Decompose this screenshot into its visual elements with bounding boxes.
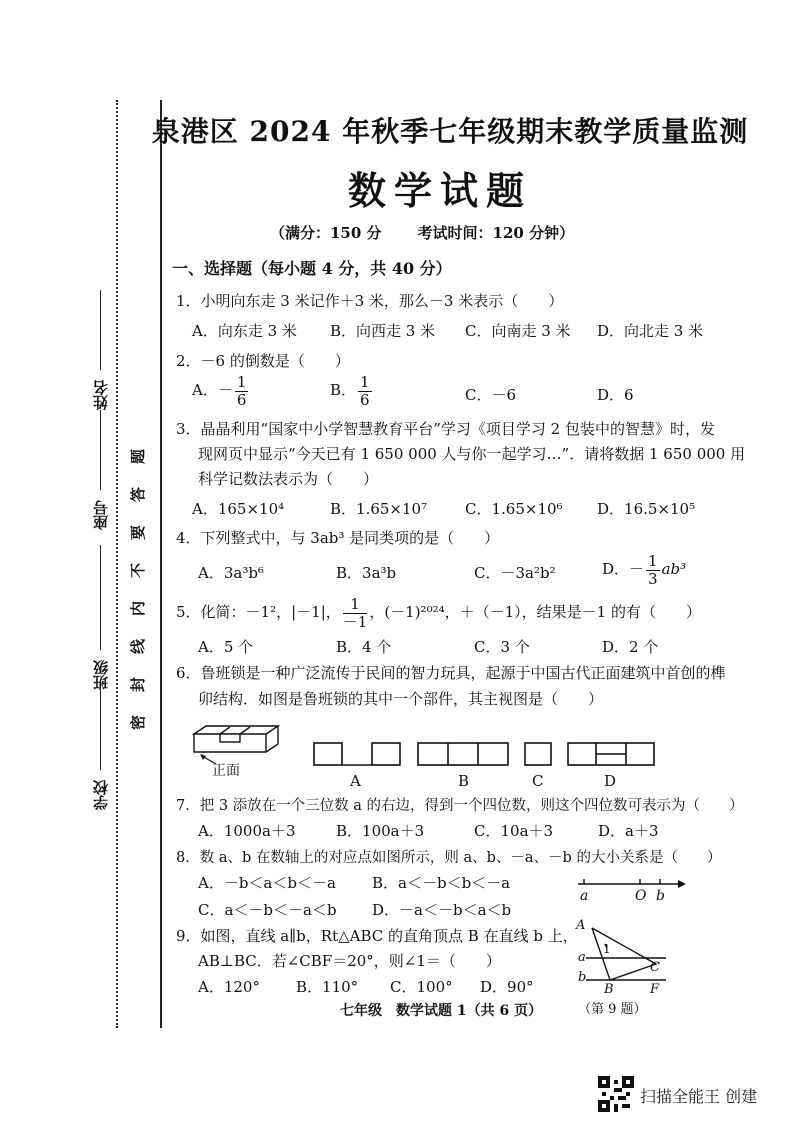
- q9-line1: 9．如图，直线 a∥b，Rt△ABC 的直角顶点 B 在直线 b 上，: [176, 927, 578, 945]
- q9-line2: AB⊥BC．若∠CBF＝20°，则∠1＝（ ）: [198, 952, 501, 970]
- q9-option-b: B．110°: [296, 978, 359, 996]
- q6-option-a: A: [350, 772, 361, 790]
- q2-stem: 2．－6 的倒数是（ ）: [176, 352, 350, 370]
- fraction: $\frac{1}{6}$: [360, 373, 370, 409]
- q8-option-a: A．－b＜a＜b＜－a: [198, 874, 336, 892]
- q1-option-d: D．向北走 3 米: [597, 322, 704, 340]
- section-heading: 一、选择题（每小题 4 分，共 40 分）: [172, 259, 452, 278]
- scanner-brand-text: 扫描全能王 创建: [640, 1087, 758, 1106]
- seal-char: 密: [129, 714, 148, 731]
- q5-option-b: B．4 个: [336, 638, 392, 656]
- q2-option-c: C．－6: [465, 386, 517, 404]
- q4-option-c: C．－3a²b²: [474, 564, 556, 582]
- axis-label-origin: O: [635, 888, 647, 904]
- q8-option-c: C．a＜－b＜－a＜b: [198, 901, 337, 919]
- fold-line-dotted: [116, 100, 118, 1028]
- q6-option-c-view: [525, 743, 551, 765]
- q7-option-d: D．a＋3: [598, 822, 659, 840]
- q8-option-d: D．－a＜－b＜a＜b: [372, 901, 512, 919]
- q3-option-a: A．165×10⁴: [192, 500, 285, 518]
- q9-option-c: C．100°: [390, 978, 453, 996]
- q9-option-d: D．90°: [480, 978, 534, 996]
- fig-label-angle-1: 1: [603, 942, 611, 956]
- seal-char: 答: [129, 486, 148, 503]
- seal-char: 不: [129, 562, 148, 579]
- seal-char: 内: [129, 600, 148, 617]
- front-label: 正面: [212, 763, 240, 779]
- seat-blank: [100, 410, 101, 490]
- q6-option-a-view: [314, 743, 342, 765]
- subject-title: 数学试题: [347, 168, 532, 213]
- name-blank: [100, 290, 101, 370]
- fraction: $\frac{1}{6}$: [236, 373, 247, 409]
- q3-line3: 科学记数法表示为（ ）: [198, 470, 379, 488]
- q3-line2: 现网页中显示“今天已有 1 650 000 人与你一起学习…”．请将数据 1 650 000 用: [198, 445, 746, 463]
- qr-code-icon: [598, 1076, 634, 1112]
- q3-option-d: D．16.5×10⁵: [597, 500, 696, 518]
- seal-line: [160, 100, 162, 1028]
- q6-option-b-view: [418, 743, 508, 765]
- fig-label-b-vertex: B: [604, 982, 614, 997]
- q1-option-b: B．向西走 3 米: [330, 322, 436, 340]
- q7-option-a: A．1000a＋3: [198, 822, 296, 840]
- q7-option-c: C．10a＋3: [474, 822, 554, 840]
- q1-option-c: C．向南走 3 米: [465, 322, 571, 340]
- q6-option-b: B: [458, 772, 470, 790]
- q5-option-c: C．3 个: [474, 638, 530, 656]
- q8-option-b: B．a＜－b＜b＜－a: [372, 874, 511, 892]
- school-label: 学校: [92, 780, 110, 810]
- q8-stem: 8．数 a、b 在数轴上的对应点如图所示，则 a、b、－a、－b 的大小关系是（ ）: [176, 850, 722, 866]
- number-line-figure: [574, 874, 690, 908]
- class-blank: [100, 545, 101, 650]
- q1-option-a: A．向东走 3 米: [192, 322, 297, 340]
- q9-figure-caption: （第 9 题）: [578, 1002, 647, 1017]
- seal-char: 线: [129, 638, 148, 655]
- exam-title: 泉港区 2024 年秋季七年级期末教学质量监测: [151, 115, 749, 148]
- fig-label-line-a: a: [578, 950, 586, 965]
- q4-option-d: D．－ $\frac{1}{3}$ ab³: [602, 552, 687, 588]
- seal-char: 封: [129, 676, 148, 693]
- axis-label-a: a: [580, 888, 589, 904]
- q3-option-b: B．1.65×10⁷: [330, 500, 428, 518]
- seal-char: 要: [129, 524, 148, 541]
- q5-stem: 5．化简：－1²，|－1|， $\frac{1}{-1}$ ，(－1)²⁰²⁴，＋（－1），结果是－1 的有（ ）: [176, 595, 701, 631]
- fig-label-f: F: [650, 982, 660, 997]
- q6-line2: 卯结构．如图是鲁班锁的其中一个部件，其主视图是（ ）: [198, 690, 604, 708]
- fraction: $\frac{1}{3}$: [648, 552, 658, 588]
- q4-stem: 4．下列整式中，与 3ab³ 是同类项的是（ ）: [176, 529, 500, 547]
- q6-options-figures: [312, 740, 662, 770]
- q4-option-b: B．3a³b: [336, 564, 397, 582]
- exam-time: 考试时间：120 分钟）: [417, 224, 575, 242]
- fig-label-a-vertex: A: [576, 918, 586, 933]
- q2-option-d: D．6: [597, 386, 634, 404]
- class-label: 班级: [92, 660, 110, 690]
- q6-option-d: D: [604, 772, 617, 790]
- q6-line1: 6．鲁班锁是一种广泛流传于民间的智力玩具，起源于中国古代正面建筑中首创的榫: [176, 664, 726, 682]
- q2-option-a: A．－ $\frac{1}{6}$: [192, 373, 247, 409]
- fig-label-c: C: [650, 960, 660, 975]
- q3-line1: 3．晶晶利用“国家中小学智慧教育平台”学习《项目学习 2 包装中的智慧》时，发: [176, 420, 715, 438]
- fig-label-line-b: b: [578, 970, 587, 985]
- axis-label-b: b: [656, 888, 665, 904]
- page-footer: 七年级 数学试题 1（共 6 页）: [340, 1003, 543, 1019]
- q9-option-a: A．120°: [198, 978, 260, 996]
- q7-stem: 7．把 3 添放在一个三位数 a 的右边，得到一个四位数，则这个四位数可表示为（ ）: [176, 798, 744, 814]
- name-label: 姓名: [92, 380, 110, 410]
- q6-option-c: C: [532, 772, 544, 790]
- q4-option-a: A．3a³b⁶: [198, 564, 264, 582]
- q3-option-c: C．1.65×10⁶: [465, 500, 563, 518]
- full-score: （满分：150 分: [270, 224, 382, 242]
- exam-info: [270, 222, 610, 243]
- seal-char: 题: [129, 448, 148, 465]
- q5-option-a: A．5 个: [198, 638, 254, 656]
- fraction: $\frac{1}{-1}$: [342, 595, 368, 631]
- seat-label: 座号: [92, 500, 110, 530]
- school-blank: [100, 690, 101, 770]
- q7-option-b: B．100a＋3: [336, 822, 425, 840]
- q2-option-b: B． $\frac{1}{6}$: [330, 373, 370, 409]
- q5-option-d: D．2 个: [602, 638, 659, 656]
- q1-stem: 1．小明向东走 3 米记作＋3 米，那么－3 米表示（ ）: [176, 292, 564, 310]
